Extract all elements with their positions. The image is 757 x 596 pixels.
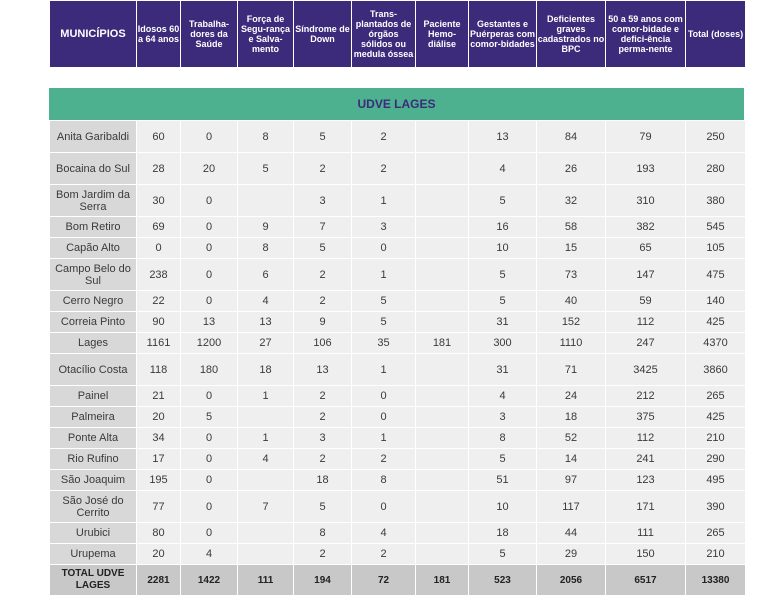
municipio-name: Correia Pinto xyxy=(50,312,136,332)
table-cell: 8 xyxy=(352,470,415,490)
table-cell: 32 xyxy=(537,185,605,216)
table-cell: 280 xyxy=(686,153,745,184)
table-cell: 238 xyxy=(137,259,180,290)
table-row xyxy=(50,407,745,427)
table-cell: 8 xyxy=(238,121,293,152)
vaccine-distribution-table-container xyxy=(49,0,744,596)
table-cell: 4 xyxy=(352,523,415,543)
table-cell: 310 xyxy=(606,185,685,216)
table-cell: 18 xyxy=(469,523,536,543)
table-cell: 1200 xyxy=(181,333,237,353)
municipio-name: Bom Jardim da Serra xyxy=(50,185,136,216)
total-cell: 181 xyxy=(416,565,468,595)
table-cell: 0 xyxy=(181,291,237,311)
table-cell: 20 xyxy=(137,544,180,564)
table-cell: 2 xyxy=(294,153,351,184)
municipio-name: Lages xyxy=(50,333,136,353)
table-cell xyxy=(416,185,468,216)
table-cell: 0 xyxy=(181,217,237,237)
table-cell: 4 xyxy=(238,449,293,469)
table-cell: 1 xyxy=(352,259,415,290)
table-cell: 2 xyxy=(352,544,415,564)
table-cell: 77 xyxy=(137,491,180,522)
table-row xyxy=(50,121,745,152)
table-cell: 13 xyxy=(294,354,351,385)
table-cell: 97 xyxy=(537,470,605,490)
table-cell: 80 xyxy=(137,523,180,543)
table-cell: 5 xyxy=(469,259,536,290)
table-cell: 180 xyxy=(181,354,237,385)
table-cell: 545 xyxy=(686,217,745,237)
table-cell: 84 xyxy=(537,121,605,152)
table-cell xyxy=(416,428,468,448)
table-cell: 5 xyxy=(352,291,415,311)
table-cell: 20 xyxy=(181,153,237,184)
table-cell: 118 xyxy=(137,354,180,385)
table-cell: 26 xyxy=(537,153,605,184)
table-cell: 3425 xyxy=(606,354,685,385)
table-cell: 193 xyxy=(606,153,685,184)
table-cell: 1 xyxy=(352,428,415,448)
total-cell: 2281 xyxy=(137,565,180,595)
municipio-name: Rio Rufino xyxy=(50,449,136,469)
table-cell: 3 xyxy=(294,428,351,448)
table-cell xyxy=(416,491,468,522)
table-cell: 10 xyxy=(469,238,536,258)
table-cell: 0 xyxy=(181,185,237,216)
table-cell: 123 xyxy=(606,470,685,490)
table-cell: 15 xyxy=(537,238,605,258)
table-cell: 7 xyxy=(238,491,293,522)
municipio-name: Capão Alto xyxy=(50,238,136,258)
table-row xyxy=(50,386,745,406)
table-cell: 105 xyxy=(686,238,745,258)
municipio-name: São José do Cerrito xyxy=(50,491,136,522)
column-header-idosos: Idosos 60 a 64 anos xyxy=(137,1,180,67)
table-cell: 300 xyxy=(469,333,536,353)
table-cell: 5 xyxy=(469,291,536,311)
table-cell: 0 xyxy=(181,238,237,258)
table-cell: 0 xyxy=(352,491,415,522)
table-row xyxy=(50,291,745,311)
municipio-name: Anita Garibaldi xyxy=(50,121,136,152)
table-cell: 4370 xyxy=(686,333,745,353)
table-cell xyxy=(416,312,468,332)
table-cell: 17 xyxy=(137,449,180,469)
table-cell xyxy=(416,544,468,564)
column-header-total-doses: Total (doses) xyxy=(686,1,745,67)
table-cell: 0 xyxy=(181,449,237,469)
table-cell: 425 xyxy=(686,407,745,427)
table-cell: 140 xyxy=(686,291,745,311)
table-cell: 8 xyxy=(469,428,536,448)
table-cell: 0 xyxy=(181,259,237,290)
column-header-50-59-comorbidade: 50 a 59 anos com comor-bidade e defici-ência perma-nente xyxy=(606,1,685,67)
table-cell: 29 xyxy=(537,544,605,564)
table-cell: 14 xyxy=(537,449,605,469)
table-cell xyxy=(416,354,468,385)
municipio-name: Ponte Alta xyxy=(50,428,136,448)
table-row xyxy=(50,153,745,184)
total-cell: 1422 xyxy=(181,565,237,595)
table-cell: 52 xyxy=(537,428,605,448)
table-cell: 0 xyxy=(181,121,237,152)
table-row xyxy=(50,333,745,353)
table-cell: 2 xyxy=(294,386,351,406)
table-cell: 0 xyxy=(352,386,415,406)
table-row xyxy=(50,185,745,216)
table-cell: 150 xyxy=(606,544,685,564)
table-cell: 18 xyxy=(294,470,351,490)
table-cell: 9 xyxy=(238,217,293,237)
table-cell xyxy=(416,523,468,543)
column-header-gestantes: Gestantes e Puérperas com comor-bidades xyxy=(469,1,536,67)
table-cell: 71 xyxy=(537,354,605,385)
table-cell: 59 xyxy=(606,291,685,311)
table-cell: 40 xyxy=(537,291,605,311)
table-cell: 1110 xyxy=(537,333,605,353)
table-cell: 3 xyxy=(294,185,351,216)
table-cell: 250 xyxy=(686,121,745,152)
table-cell xyxy=(238,407,293,427)
table-cell: 5 xyxy=(294,238,351,258)
table-cell: 382 xyxy=(606,217,685,237)
municipios-data-table xyxy=(49,120,746,596)
table-row xyxy=(50,312,745,332)
table-cell: 152 xyxy=(537,312,605,332)
table-cell: 380 xyxy=(686,185,745,216)
table-cell: 8 xyxy=(294,523,351,543)
total-row xyxy=(50,565,745,595)
table-cell: 265 xyxy=(686,523,745,543)
table-cell: 3 xyxy=(469,407,536,427)
table-cell: 24 xyxy=(537,386,605,406)
total-cell: 6517 xyxy=(606,565,685,595)
table-cell: 7 xyxy=(294,217,351,237)
table-cell: 2 xyxy=(294,544,351,564)
table-cell: 0 xyxy=(137,238,180,258)
table-cell: 5 xyxy=(469,544,536,564)
total-cell: 194 xyxy=(294,565,351,595)
municipio-name: Palmeira xyxy=(50,407,136,427)
table-cell: 0 xyxy=(181,470,237,490)
table-cell xyxy=(238,523,293,543)
table-row xyxy=(50,238,745,258)
table-cell: 5 xyxy=(181,407,237,427)
total-label: TOTAL UDVE LAGES xyxy=(50,565,136,595)
table-cell: 22 xyxy=(137,291,180,311)
table-cell: 5 xyxy=(238,153,293,184)
region-title: UDVE LAGES xyxy=(357,97,436,111)
table-cell: 0 xyxy=(181,491,237,522)
table-cell: 4 xyxy=(238,291,293,311)
table-cell: 65 xyxy=(606,238,685,258)
table-cell: 3 xyxy=(352,217,415,237)
municipio-name: Painel xyxy=(50,386,136,406)
table-cell: 13 xyxy=(238,312,293,332)
table-cell: 212 xyxy=(606,386,685,406)
table-cell: 9 xyxy=(294,312,351,332)
column-header-hemodialise: Paciente Hemo-diálise xyxy=(416,1,468,67)
table-cell xyxy=(416,291,468,311)
municipio-name: Otacílio Costa xyxy=(50,354,136,385)
table-row xyxy=(50,428,745,448)
table-cell: 20 xyxy=(137,407,180,427)
column-header-deficientes-bpc: Deficientes graves cadastrados no BPC xyxy=(537,1,605,67)
table-cell: 0 xyxy=(352,238,415,258)
table-cell: 27 xyxy=(238,333,293,353)
table-cell: 425 xyxy=(686,312,745,332)
municipio-name: Bom Retiro xyxy=(50,217,136,237)
table-cell xyxy=(416,238,468,258)
total-cell: 2056 xyxy=(537,565,605,595)
table-cell xyxy=(238,544,293,564)
table-cell: 3860 xyxy=(686,354,745,385)
table-cell xyxy=(416,217,468,237)
table-cell: 60 xyxy=(137,121,180,152)
table-cell: 0 xyxy=(181,523,237,543)
total-cell: 13380 xyxy=(686,565,745,595)
table-row xyxy=(50,470,745,490)
column-header-municipios: MUNICÍPIOS xyxy=(50,1,136,67)
municipio-name: São Joaquim xyxy=(50,470,136,490)
table-row xyxy=(50,449,745,469)
table-cell xyxy=(416,449,468,469)
table-cell: 2 xyxy=(294,259,351,290)
column-header-forca-seguranca: Força de Segu-rança e Salva-mento xyxy=(238,1,293,67)
total-cell: 111 xyxy=(238,565,293,595)
table-cell: 495 xyxy=(686,470,745,490)
table-cell: 0 xyxy=(352,407,415,427)
table-cell: 0 xyxy=(181,386,237,406)
table-cell: 73 xyxy=(537,259,605,290)
table-cell: 210 xyxy=(686,544,745,564)
table-cell: 1 xyxy=(238,386,293,406)
table-cell: 34 xyxy=(137,428,180,448)
table-row xyxy=(50,217,745,237)
table-cell: 2 xyxy=(294,407,351,427)
header-row xyxy=(50,1,745,67)
table-cell: 31 xyxy=(469,312,536,332)
table-cell: 181 xyxy=(416,333,468,353)
table-cell: 1161 xyxy=(137,333,180,353)
table-cell: 171 xyxy=(606,491,685,522)
table-cell: 30 xyxy=(137,185,180,216)
column-header-transplantados: Trans-plantados de órgãos sólidos ou medula óssea xyxy=(352,1,415,67)
table-cell: 1 xyxy=(352,185,415,216)
table-cell: 13 xyxy=(469,121,536,152)
municipio-name: Urupema xyxy=(50,544,136,564)
table-cell: 5 xyxy=(294,491,351,522)
table-row xyxy=(50,544,745,564)
table-cell: 31 xyxy=(469,354,536,385)
municipio-name: Urubici xyxy=(50,523,136,543)
table-cell: 16 xyxy=(469,217,536,237)
municipio-name: Campo Belo do Sul xyxy=(50,259,136,290)
table-cell: 51 xyxy=(469,470,536,490)
table-cell: 375 xyxy=(606,407,685,427)
municipio-name: Cerro Negro xyxy=(50,291,136,311)
table-cell: 0 xyxy=(181,428,237,448)
table-cell: 112 xyxy=(606,428,685,448)
table-cell: 390 xyxy=(686,491,745,522)
table-cell: 28 xyxy=(137,153,180,184)
table-cell: 6 xyxy=(238,259,293,290)
table-cell: 13 xyxy=(181,312,237,332)
table-cell xyxy=(416,121,468,152)
table-cell: 147 xyxy=(606,259,685,290)
table-cell: 210 xyxy=(686,428,745,448)
table-cell: 2 xyxy=(352,153,415,184)
table-cell: 5 xyxy=(352,312,415,332)
table-row xyxy=(50,523,745,543)
total-cell: 72 xyxy=(352,565,415,595)
table-row xyxy=(50,354,745,385)
table-cell: 117 xyxy=(537,491,605,522)
table-cell xyxy=(416,386,468,406)
municipio-name: Bocaina do Sul xyxy=(50,153,136,184)
table-cell xyxy=(416,153,468,184)
table-cell xyxy=(416,407,468,427)
table-cell: 1 xyxy=(352,354,415,385)
table-cell: 2 xyxy=(352,449,415,469)
table-cell: 18 xyxy=(238,354,293,385)
table-cell: 8 xyxy=(238,238,293,258)
table-cell: 21 xyxy=(137,386,180,406)
table-cell: 5 xyxy=(469,185,536,216)
table-cell xyxy=(416,470,468,490)
table-cell: 18 xyxy=(537,407,605,427)
table-cell: 2 xyxy=(352,121,415,152)
column-header-trabalhadores-saude: Trabalha-dores da Saúde xyxy=(181,1,237,67)
total-cell: 523 xyxy=(469,565,536,595)
table-row xyxy=(50,491,745,522)
table-cell: 4 xyxy=(469,386,536,406)
table-cell: 4 xyxy=(181,544,237,564)
table-cell: 4 xyxy=(469,153,536,184)
table-cell xyxy=(416,259,468,290)
table-cell: 90 xyxy=(137,312,180,332)
table-row xyxy=(50,259,745,290)
table-cell: 265 xyxy=(686,386,745,406)
table-cell: 35 xyxy=(352,333,415,353)
table-cell: 475 xyxy=(686,259,745,290)
table-cell: 69 xyxy=(137,217,180,237)
table-cell: 5 xyxy=(469,449,536,469)
table-cell: 2 xyxy=(294,449,351,469)
table-cell: 79 xyxy=(606,121,685,152)
table-cell xyxy=(238,470,293,490)
table-cell: 5 xyxy=(294,121,351,152)
table-cell: 112 xyxy=(606,312,685,332)
table-cell: 290 xyxy=(686,449,745,469)
table-cell: 241 xyxy=(606,449,685,469)
table-cell: 58 xyxy=(537,217,605,237)
table-cell: 44 xyxy=(537,523,605,543)
table-cell: 106 xyxy=(294,333,351,353)
table-cell: 111 xyxy=(606,523,685,543)
table-cell: 1 xyxy=(238,428,293,448)
table-cell: 10 xyxy=(469,491,536,522)
table-cell xyxy=(238,185,293,216)
table-cell: 2 xyxy=(294,291,351,311)
region-title-banner xyxy=(49,88,744,120)
column-header-sindrome-down: Síndrome de Down xyxy=(294,1,351,67)
table-header xyxy=(49,0,746,68)
table-cell: 195 xyxy=(137,470,180,490)
table-cell: 247 xyxy=(606,333,685,353)
